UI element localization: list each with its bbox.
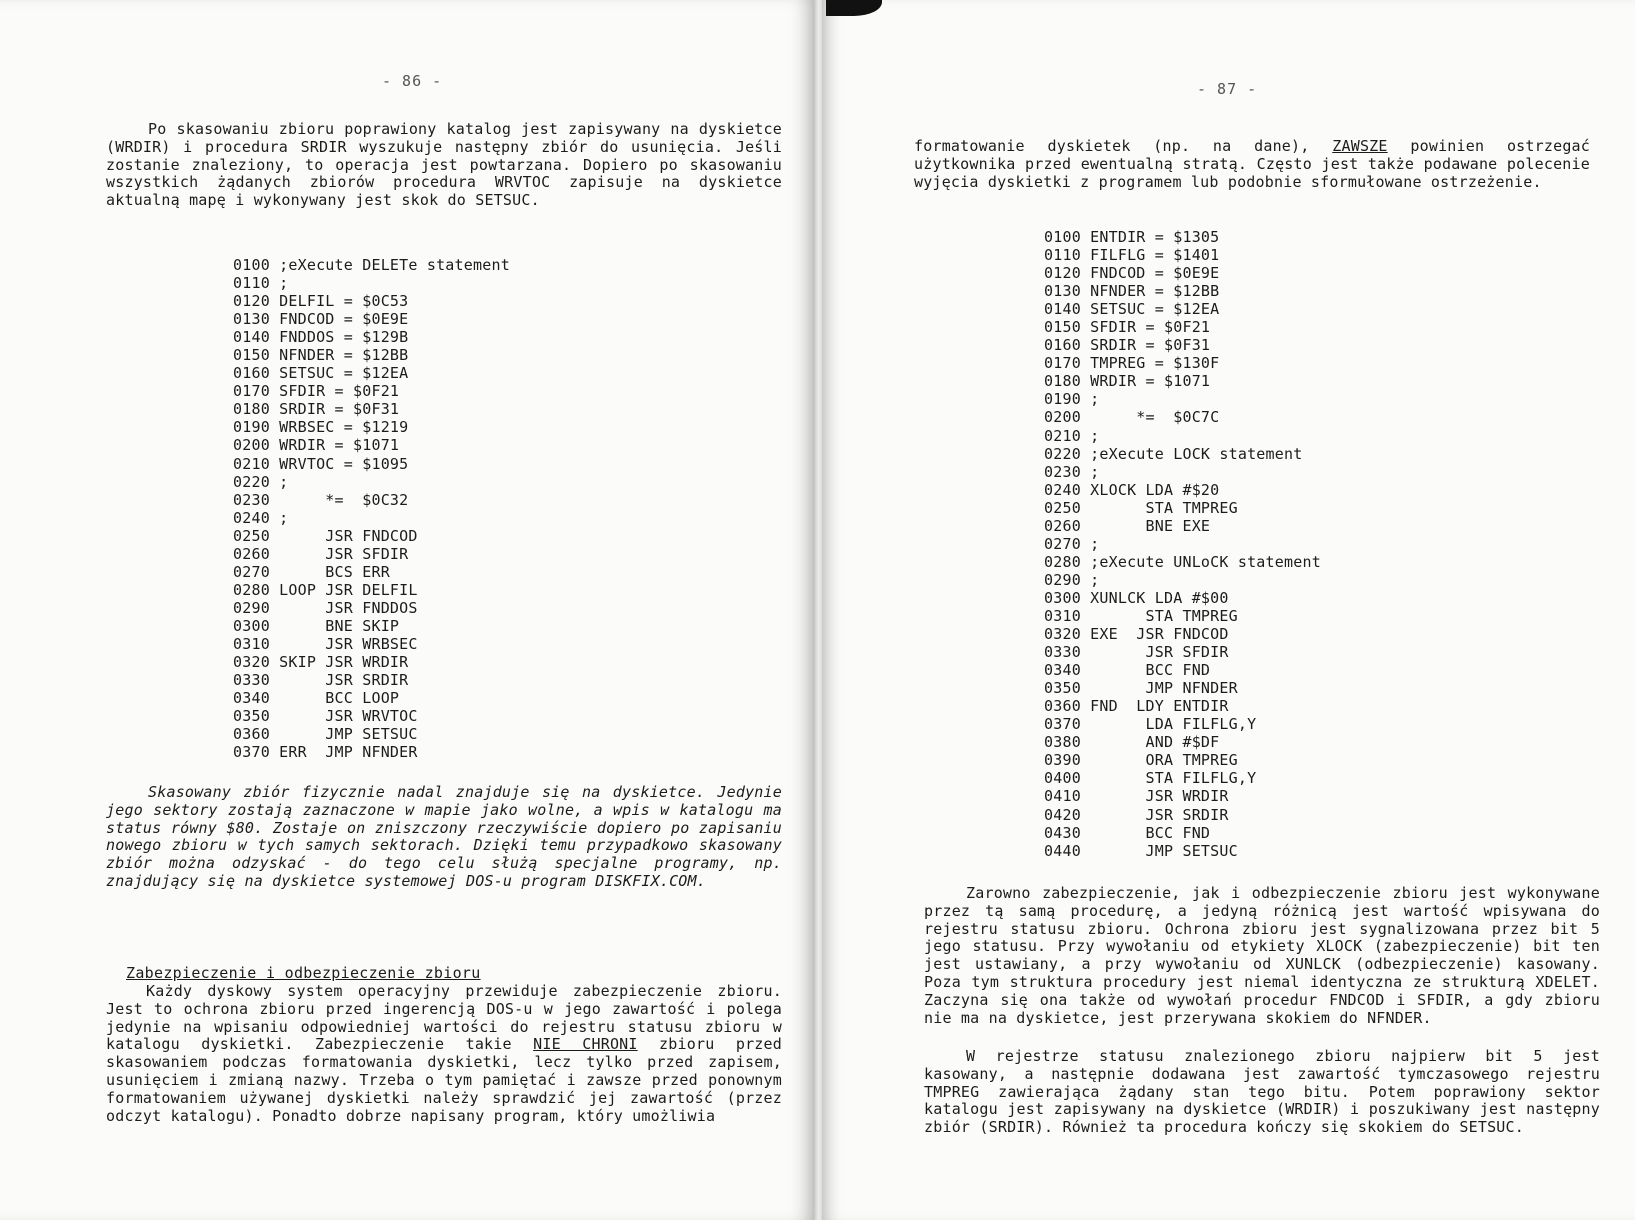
- code-line: 0340 BCC FND: [1044, 661, 1211, 680]
- code-line: 0310 JSR WRBSEC: [233, 634, 418, 653]
- code-line: 0200 *= $0C7C: [1044, 408, 1220, 427]
- code-line: 0270 BCS ERR: [233, 562, 390, 581]
- code-line: 0200 WRDIR = $1071: [233, 436, 400, 455]
- code-line: 0190 WRBSEC = $1219: [233, 418, 409, 437]
- section-text-part1: Każdy dyskowy system operacyjny przewiduje zabezpieczenie zbioru. Jest to ochrona zbioru przed ingerencją DOS-u w jego zawartość i polega jedynie na wpisaniu odpowiedniej wartości do rejestru statusu zbioru w katalogu dyskietki. Zabezpieczenie takie: [106, 982, 782, 1054]
- code-line: 0430 BCC FND: [1044, 823, 1211, 842]
- code-line: 0270 ;: [1044, 534, 1100, 553]
- code-line: 0290 ;: [1044, 570, 1100, 589]
- page-number: - 87 -: [1197, 80, 1258, 98]
- code-line: 0150 SFDIR = $0F21: [1044, 318, 1211, 337]
- code-line: 0330 JSR SFDIR: [1044, 643, 1229, 662]
- emphasis-zawsze: ZAWSZE: [1332, 137, 1388, 155]
- code-line: 0370 LDA FILFLG,Y: [1044, 715, 1257, 734]
- code-line: 0440 JMP SETSUC: [1044, 841, 1238, 860]
- paragraph-3: W rejestrze statusu znalezionego zbioru najpierw bit 5 jest kasowany, a następnie dodawana jest zawartość tymczasowego rejestru TMPREG zawierająca żądany stan tego bitu. Potem poprawiony sektor katalogu jest zapisywany na dyskietce (WRDIR) i poszukiwany jest następny zbiór (SRDIR). Również ta procedura kończy się skokiem do SETSUC.: [924, 1047, 1600, 1137]
- code-line: 0330 JSR SRDIR: [233, 671, 409, 690]
- intro-text-part2: powinien ostrzegać użytkownika przed ewentualną stratą. Często jest także podawane polecenie wyjęcia dyskietki z programem lub podobnie sformułowane ostrzeżenie.: [914, 137, 1591, 191]
- code-line: 0280 LOOP JSR DELFIL: [233, 580, 418, 599]
- code-line: 0350 JMP NFNDER: [1044, 679, 1238, 698]
- emphasis-nie-chroni: NIE CHRONI: [533, 1035, 638, 1054]
- code-line: 0250 JSR FNDCOD: [233, 526, 418, 545]
- code-listing: [233, 256, 510, 761]
- intro-paragraph: [914, 138, 1590, 191]
- code-line: 0220 ;: [233, 472, 289, 491]
- code-line: 0260 JSR SFDIR: [233, 544, 409, 563]
- code-line: 0160 SETSUC = $12EA: [233, 364, 409, 383]
- code-line: 0230 *= $0C32: [233, 490, 409, 509]
- page-number: - 86 -: [382, 72, 443, 90]
- code-line: 0140 FNDDOS = $129B: [233, 328, 409, 347]
- right-page: [822, 0, 1635, 1220]
- code-line: 0130 FNDCOD = $0E9E: [233, 310, 409, 329]
- code-line: 0340 BCC LOOP: [233, 689, 400, 708]
- code-line: 0180 SRDIR = $0F31: [233, 400, 400, 419]
- section-text-part2: zbioru przed skasowaniem podczas formatowania dyskietki, lecz tylko przed zapisem, usunięciem i zmianą nazwy. Trzeba o tym pamiętać i zawsze przed ponownym formatowaniem używanej dyskietki należy sprawdzić jej zawartość (przez odczyt katalogu). Ponadto dobrze napisany program, który umożliwia: [106, 1035, 782, 1125]
- code-line: 0100 ENTDIR = $1305: [1044, 228, 1220, 246]
- code-line: 0160 SRDIR = $0F31: [1044, 336, 1211, 355]
- code-line: 0100 ;eXecute DELETe statement: [233, 256, 510, 274]
- italic-paragraph: Skasowany zbiór fizycznie nadal znajduje się na dyskietce. Jedynie jego sektory zostają zaznaczone w mapie jako wolne, a wpis w katalogu ma status równy $80. Zostaje on zniszczony rzeczywiście dopiero po zapisaniu nowego zbioru w tych samych sektorach. Dzięki temu przypadkowo skasowany zbiór można odzyskać - do tego celu służą specjalne programy, np. znajdujący się na dyskietce systemowej DOS-u program DISKFIX.COM.: [106, 783, 782, 890]
- code-line: 0170 SFDIR = $0F21: [233, 382, 400, 401]
- code-line: 0380 AND #$DF: [1044, 733, 1220, 752]
- code-line: 0110 ;: [233, 274, 289, 293]
- code-line: 0360 JMP SETSUC: [233, 725, 418, 744]
- code-line: 0150 NFNDER = $12BB: [233, 346, 409, 365]
- code-line: 0180 WRDIR = $1071: [1044, 372, 1211, 391]
- code-line: 0310 STA TMPREG: [1044, 606, 1238, 625]
- code-line: 0350 JSR WRVTOC: [233, 707, 418, 726]
- code-line: 0110 FILFLG = $1401: [1044, 246, 1220, 265]
- left-page: [0, 0, 816, 1220]
- code-line: 0320 EXE JSR FNDCOD: [1044, 625, 1229, 644]
- code-line: 0190 ;: [1044, 390, 1100, 409]
- section-paragraph: [106, 983, 782, 1125]
- code-line: 0210 WRVTOC = $1095: [233, 454, 409, 473]
- code-line: 0170 TMPREG = $130F: [1044, 354, 1220, 373]
- code-line: 0370 ERR JMP NFNDER: [233, 743, 418, 762]
- intro-paragraph: Po skasowaniu zbioru poprawiony katalog jest zapisywany na dyskietce (WRDIR) i procedura SRDIR wyszukuje następny zbiór do usunięcia. Jeśli zostanie znaleziony, to operacja jest powtarzana. Dopiero po skasowaniu wszystkich żądanych zbiorów procedura WRVTOC zapisuje na dyskietce aktualną mapę i wykonywany jest skok do SETSUC.: [106, 120, 782, 210]
- code-line: 0320 SKIP JSR WRDIR: [233, 653, 409, 672]
- code-line: 0410 JSR WRDIR: [1044, 787, 1229, 806]
- code-line: 0120 DELFIL = $0C53: [233, 292, 409, 311]
- code-line: 0140 SETSUC = $12EA: [1044, 300, 1220, 319]
- code-line: 0360 FND LDY ENTDIR: [1044, 697, 1229, 716]
- code-line: 0400 STA FILFLG,Y: [1044, 769, 1257, 788]
- code-listing: [1044, 228, 1321, 860]
- code-line: 0420 JSR SRDIR: [1044, 805, 1229, 824]
- code-line: 0280 ;eXecute UNLoCK statement: [1044, 552, 1321, 571]
- code-line: 0240 XLOCK LDA #$20: [1044, 480, 1220, 499]
- code-line: 0300 BNE SKIP: [233, 616, 400, 635]
- code-line: 0240 ;: [233, 508, 289, 527]
- code-line: 0250 STA TMPREG: [1044, 498, 1238, 517]
- code-line: 0260 BNE EXE: [1044, 516, 1211, 535]
- code-line: 0130 NFNDER = $12BB: [1044, 282, 1220, 301]
- code-line: 0390 ORA TMPREG: [1044, 751, 1238, 770]
- code-line: 0290 JSR FNDDOS: [233, 598, 418, 617]
- code-line: 0300 XUNLCK LDA #$00: [1044, 588, 1229, 607]
- code-line: 0220 ;eXecute LOCK statement: [1044, 444, 1303, 463]
- intro-text-part1: formatowanie dyskietek (np. na dane),: [914, 137, 1310, 155]
- section-heading: Zabezpieczenie i odbezpieczenie zbioru: [126, 964, 481, 982]
- code-line: 0210 ;: [1044, 426, 1100, 445]
- code-line: 0230 ;: [1044, 462, 1100, 481]
- code-line: 0120 FNDCOD = $0E9E: [1044, 264, 1220, 283]
- paragraph-2: Zarowno zabezpieczenie, jak i odbezpieczenie zbioru jest wykonywane przez tą samą procedurę, a jedyną różnicą jest wartość wpisywana do rejestru statusu zbioru. Ochrona zbioru jest sygnalizowana przez bit 5 jego statusu. Przy wywołaniu od etykiety XLOCK (zabezpieczenie) bit ten jest ustawiany, a przy wywołaniu od XUNLCK (odbezpieczenie) kasowany. Poza tym struktura procedury jest niemal identyczna ze strukturą XDELET. Zaczyna się ona także od wywołań procedur FNDCOD i SFDIR, a gdy zbioru nie ma na dyskietce, jest przerywana skokiem do NFNDER.: [924, 884, 1600, 1027]
